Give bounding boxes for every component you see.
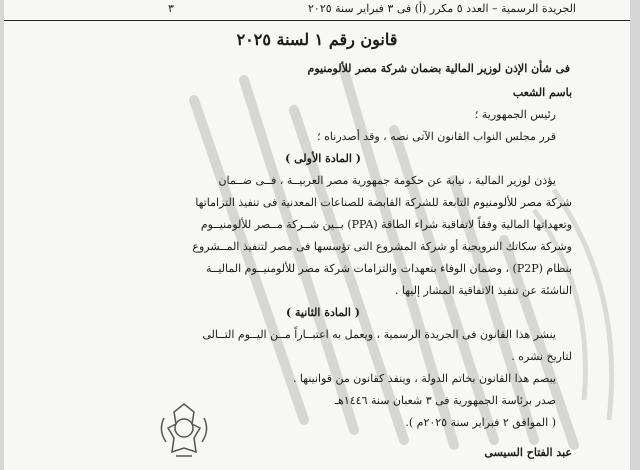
article-1-line: يؤذن لوزير المالية ، نيابة عن حكومة جمهورية مصر العربيــة ، فــى ضــمان [218, 174, 556, 187]
article-2-heading: ( المادة الثانية ) [285, 306, 361, 319]
corresponding-date: ( الموافق ٢ فبراير سنة ٢٠٢٥م ). [405, 416, 556, 429]
article-1-line: شركة مصر للألومنيوم التابعة للشركة القابضة للصناعات المعدنية فى تنفيذ التزاماتها [195, 196, 572, 209]
law-body [74, 82, 572, 464]
law-subtitle: فى شأن الإذن لوزير المالية بضمان شركة مصر للألومنيوم [307, 62, 570, 75]
gazette-header [4, 0, 630, 21]
article-1-heading: ( المادة الأولى ) [285, 152, 361, 165]
article-1-line: وشركة سكاتك النرويجية أو شركة المشروع التى تؤسسها فى مصر لتنفيذ المــشروع [192, 240, 572, 253]
issued-line: صدر برئاسة الجمهورية فى ٣ شعبان سنة ١٤٤٦هـ [334, 394, 556, 407]
president-line: رئيس الجمهورية ؛ [474, 108, 556, 121]
decree-line: قرر مجلس النواب القانون الآتى نصه ، وقد أصدرناه ؛ [317, 130, 556, 143]
state-seal-icon [154, 398, 214, 462]
article-1-line: وتعهداتها المالية وفقاً لاتفاقية شراء الطاقة (PPA) بــين شــركة مــصر للألومنيــوم [200, 218, 572, 231]
article-2-line: ينشر هذا القانون فى الجريدة الرسمية ، ويعمل به اعتبــاراً مــن اليــوم التــالى [202, 328, 556, 341]
article-2-line: لتاريخ نشره . [511, 350, 572, 363]
law-title: قانون رقم ١ لسنة ٢٠٢٥ [236, 30, 398, 49]
page-number: ٣ [168, 2, 174, 15]
gazette-issue-line: الجريدة الرسمية – العدد ٥ مكرر (أ) فى ٣ فبراير سنة ٢٠٢٥ [308, 2, 576, 15]
article-1-line: بنظام (P2P) ، وضمان الوفاء بتعهدات والتزامات شركة مصر للألومنيــوم الماليــة [206, 262, 572, 275]
document-page [4, 0, 630, 470]
in-name-of-people: باسم الشعب [512, 86, 572, 99]
president-signature: عبد الفتاح السيسى [484, 446, 572, 459]
seal-line: يبصم هذا القانون بخاتم الدولة ، وينفذ كقانون من قوانينها . [292, 372, 556, 385]
article-1-line: الناشئة عن تنفيذ الاتفاقية المشار إليها . [394, 284, 572, 297]
